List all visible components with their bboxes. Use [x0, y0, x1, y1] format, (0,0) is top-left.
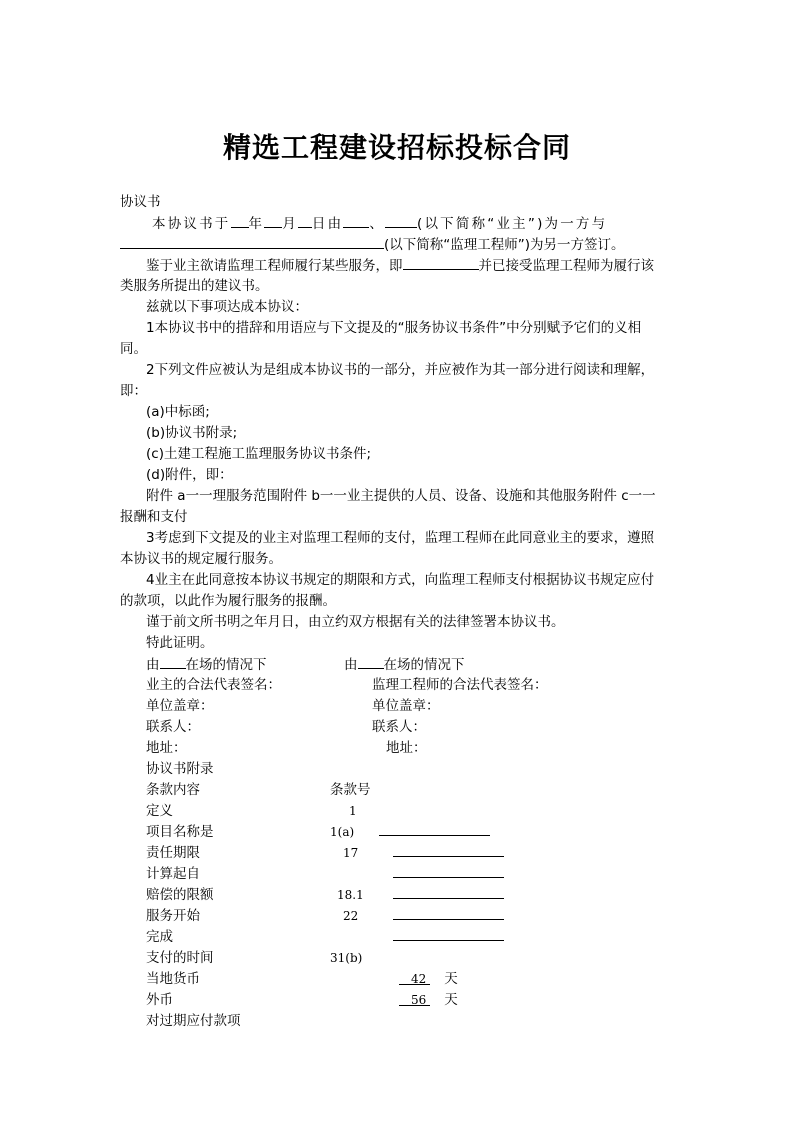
- owner-contact: 联系人：: [146, 719, 200, 735]
- service-start-blank: [393, 919, 504, 920]
- appendix-row-label: 定义: [146, 803, 173, 819]
- engineer-rep-sign: 监理工程师的合法代表签名：: [372, 677, 548, 693]
- local-days-unit: 天: [444, 971, 458, 987]
- owner-rep-sign: 业主的合法代表签名：: [146, 677, 281, 693]
- project-name-blank: [379, 835, 490, 836]
- engineer-presence: [344, 656, 465, 673]
- engineer-seal: 单位盖章：: [372, 698, 440, 714]
- intro-text-a: 本协议书于: [152, 216, 231, 232]
- month-blank: [264, 215, 282, 228]
- item-3-line: 3考虑到下文提及的业主对监理工程师的支付，监理工程师在此同意业主的要求，遵照: [146, 530, 655, 546]
- appendix-row-label: 当地货币: [146, 971, 200, 987]
- item-1-line: 1本协议书中的措辞和用语应与下文提及的“服务协议书条件”中分别赋予它们的义相: [146, 320, 642, 336]
- intro-line-2: [120, 236, 625, 253]
- doc-b: (b)协议书附录;: [146, 425, 238, 441]
- owner-presence-blank: [160, 656, 186, 669]
- intro-day: 日由: [311, 216, 344, 232]
- owner-presence: [146, 656, 267, 673]
- item-4-line-2: 的款项，以此作为履行服务的报酬。: [120, 593, 336, 609]
- owner-blank: [343, 215, 369, 228]
- service-blank: [403, 257, 479, 270]
- appendix-row-label: 赔偿的限额: [146, 887, 214, 903]
- owner-blank-2: [385, 215, 417, 228]
- foreign-days-value: 56: [399, 992, 430, 1006]
- appendix-row-label: 对过期应付款项: [146, 1013, 241, 1029]
- local-currency-days: [399, 971, 458, 987]
- appendix-row-clause: 1: [349, 804, 357, 818]
- engineer-by: 由: [344, 657, 358, 673]
- appendix-row-label: 项目名称是: [146, 824, 214, 840]
- item-2-line: 2下列文件应被认为是组成本协议书的一部分，并应被作为其一部分进行阅读和理解，: [146, 362, 655, 378]
- owner-seal: 单位盖章：: [146, 698, 214, 714]
- engineer-blank: [120, 236, 384, 249]
- item-2-line-2: 即：: [120, 383, 147, 399]
- appendix-row-clause: 17: [343, 846, 359, 860]
- agree-paragraph: 兹就以下事项达成本协议：: [146, 299, 308, 315]
- whereas-text-b: 并已接受监理工程师为履行该: [478, 258, 654, 274]
- engineer-contact: 联系人：: [372, 719, 426, 735]
- liability-period-blank: [393, 856, 504, 857]
- witness-paragraph: 谨于前文所书明之年月日，由立约双方根据有关的法律签署本协议书。: [146, 614, 565, 630]
- annex-line: 附件 a一一理服务范围附件 b一一业主提供的人员、设备、设施和其他服务附件 c一一: [146, 488, 656, 504]
- intro-text-c: (以下简称“监理工程师”)为另一方签订。: [384, 237, 625, 253]
- section-header: 协议书: [120, 194, 161, 210]
- certify-paragraph: 特此证明。: [146, 635, 214, 651]
- item-1-line-2: 同。: [120, 341, 147, 357]
- appendix-row-label: 服务开始: [146, 908, 200, 924]
- owner-presence-text: 在场的情况下: [185, 657, 267, 673]
- owner-address: 地址：: [146, 740, 187, 756]
- calc-from-blank: [393, 877, 504, 878]
- year-blank: [231, 215, 249, 228]
- intro-month: 月: [282, 216, 298, 232]
- doc-c: (c)土建工程施工监理服务协议书条件;: [146, 446, 372, 462]
- appendix-row-clause: 22: [343, 909, 359, 923]
- appendix-row-label: 支付的时间: [146, 950, 214, 966]
- appendix-row-clause: 18.1: [337, 888, 364, 902]
- owner-by: 由: [146, 657, 160, 673]
- foreign-currency-days: [399, 992, 458, 1008]
- appendix-col-clause: 条款号: [330, 782, 371, 798]
- appendix-row-clause: 1(a): [330, 825, 355, 839]
- whereas-line: [146, 257, 654, 274]
- appendix-title: 协议书附录: [146, 761, 214, 777]
- intro-year: 年: [248, 216, 265, 232]
- appendix-col-content: 条款内容: [146, 782, 200, 798]
- engineer-presence-blank: [358, 656, 384, 669]
- appendix-row-clause: 31(b): [330, 951, 363, 965]
- engineer-presence-text: 在场的情况下: [383, 657, 465, 673]
- local-days-value: 42: [399, 971, 430, 985]
- annex-line-2: 报酬和支付: [120, 509, 188, 525]
- doc-d: (d)附件，即：: [146, 467, 233, 483]
- appendix-row-label: 外币: [146, 992, 173, 1008]
- completion-blank: [393, 940, 504, 941]
- item-4-line: 4业主在此同意按本协议书规定的期限和方式，向监理工程师支付根据协议书规定应付: [146, 572, 655, 588]
- whereas-text-a: 鉴于业主欲请监理工程师履行某些服务，即: [146, 258, 403, 274]
- whereas-line-2: 类服务所提出的建议书。: [120, 278, 269, 294]
- appendix-row-label: 完成: [146, 929, 173, 945]
- intro-line: [152, 215, 607, 232]
- compensation-limit-blank: [393, 898, 504, 899]
- intro-text-b: (以下简称“业主”)为一方与: [417, 216, 608, 232]
- engineer-address: 地址：: [386, 740, 427, 756]
- doc-a: (a)中标函;: [146, 404, 210, 420]
- day-blank: [298, 215, 312, 228]
- foreign-days-unit: 天: [444, 992, 458, 1008]
- item-3-line-2: 本协议书的规定履行服务。: [120, 551, 282, 567]
- appendix-row-label: 责任期限: [146, 845, 200, 861]
- document-title: 精选工程建设招标投标合同: [222, 131, 571, 164]
- appendix-row-label: 计算起自: [146, 866, 200, 882]
- intro-sep: 、: [369, 216, 386, 232]
